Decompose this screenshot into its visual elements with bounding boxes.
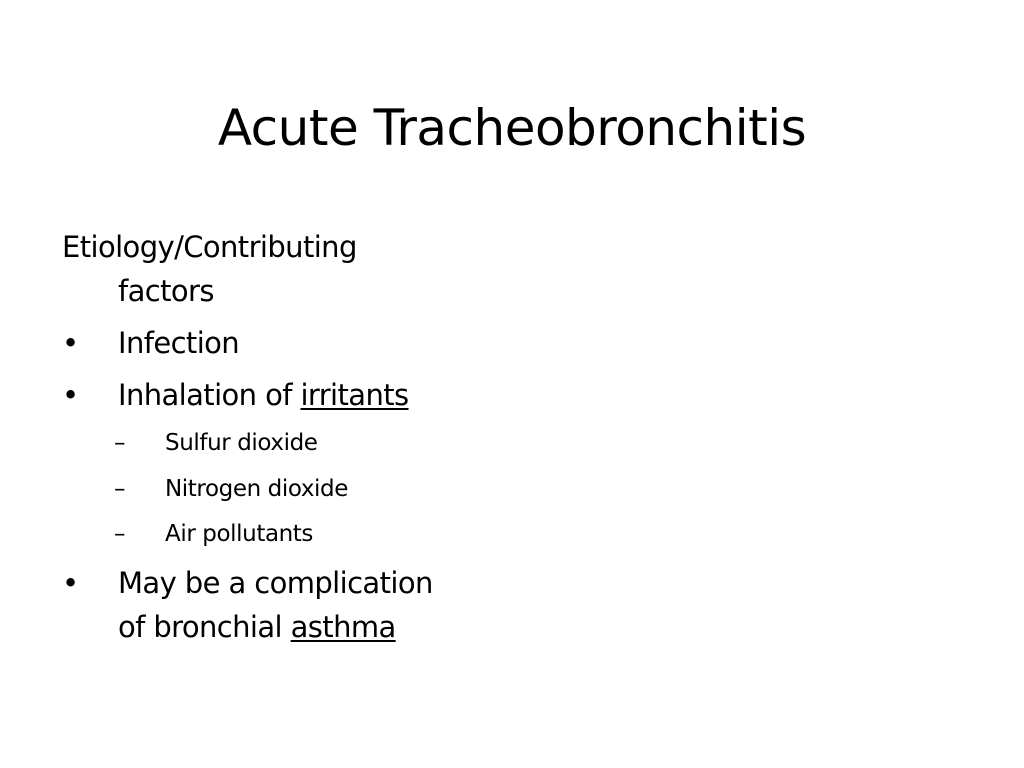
slide-title: Acute Tracheobronchitis	[217, 99, 807, 157]
irritants-term: irritants	[300, 378, 409, 412]
bullet-inhalation	[118, 375, 409, 415]
bullet-complication-line-1: May be a complication	[118, 566, 433, 600]
bullet-icon: •	[62, 378, 80, 412]
subitem-nitrogen-dioxide: Nitrogen dioxide	[165, 476, 348, 502]
asthma-term: asthma	[290, 610, 396, 644]
heading-line-2: factors	[118, 274, 214, 308]
bullet-icon: •	[62, 326, 80, 360]
bullet-complication-text: of bronchial	[118, 610, 291, 644]
bullet-complication-line-2	[118, 607, 396, 647]
dash-icon: –	[114, 430, 126, 456]
dash-icon: –	[114, 476, 126, 502]
bullet-inhalation-text: Inhalation of	[118, 378, 301, 412]
dash-icon: –	[114, 521, 126, 547]
bullet-infection: Infection	[118, 326, 240, 360]
bullet-icon: •	[62, 566, 80, 600]
subitem-air-pollutants: Air pollutants	[165, 521, 314, 547]
heading-line-1: Etiology/Contributing	[62, 230, 357, 264]
subitem-sulfur-dioxide: Sulfur dioxide	[165, 430, 318, 456]
